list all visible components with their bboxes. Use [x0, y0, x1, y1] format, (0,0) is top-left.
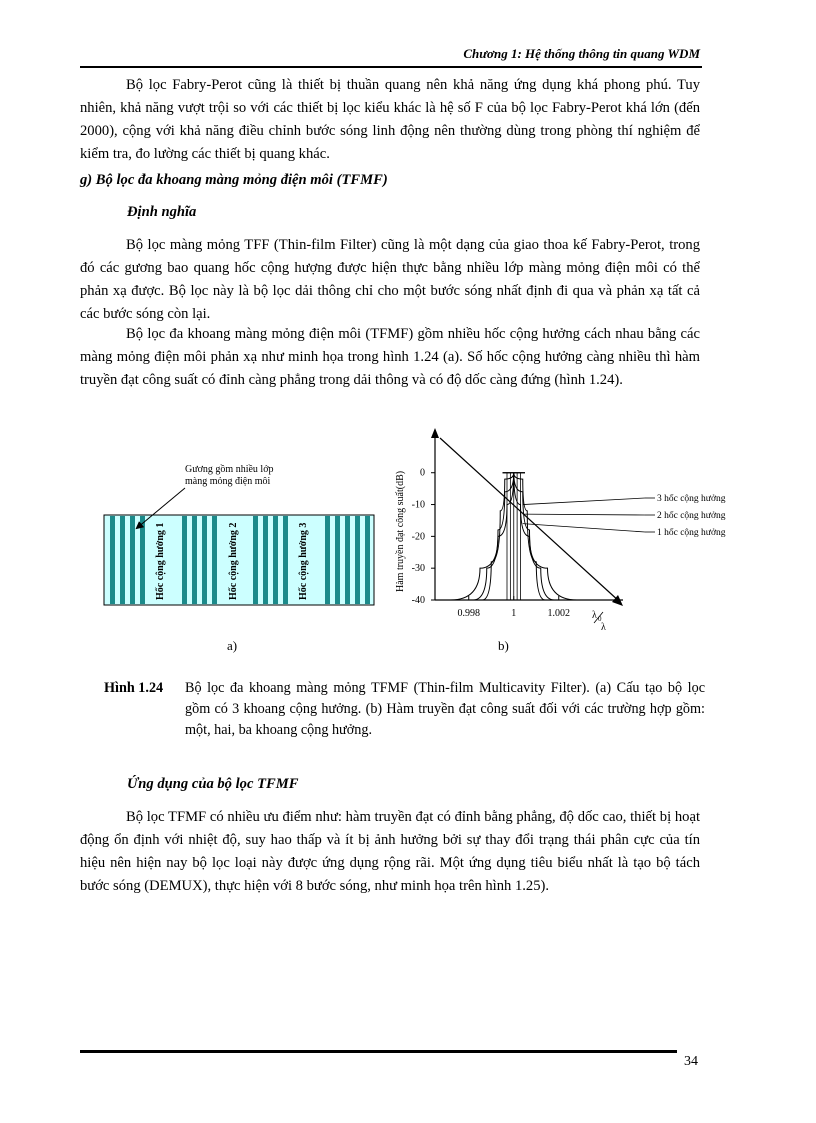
chapter-header: Chương 1: Hệ thống thông tin quang WDM — [463, 46, 700, 61]
chart-xlabel — [592, 610, 606, 633]
chart-series — [451, 473, 577, 600]
mirror-stripe — [110, 516, 115, 604]
mirror-stripe — [192, 516, 197, 604]
mirror-stripe — [263, 516, 268, 604]
mirror-stripe — [182, 516, 187, 604]
transfer-function-chart — [385, 420, 735, 640]
y-axis-arrow — [431, 428, 439, 438]
mirror-stripe — [283, 516, 288, 604]
paragraph-fabry-perot: Bộ lọc Fabry-Perot cũng là thiết bị thuần quang nên khả năng ứng dụng khá phong phú. Tuy nhiên, khả năng vượt trội so với các thiết bị lọc kiểu khác là hệ số F của bộ lọc Fabry-Perot khá lớn (đến 2000), cộng với khả năng điều chỉnh bước sóng linh động nên thường dùng trong phòng thí nghiệm để kiểm tra, đo lường các thiết bị quang khác. — [80, 77, 700, 162]
mirror-stripe — [212, 516, 217, 604]
cavity-label-2: Hốc cộng hưởng 2 — [228, 522, 239, 600]
xlabel-numerator: λ — [592, 610, 597, 621]
figure-label-b: b) — [498, 638, 509, 653]
mirror-stripe — [202, 516, 207, 604]
paragraph-tfmf-application: Bộ lọc TFMF có nhiều ưu điểm như: hàm truyền đạt có đỉnh bằng phẳng, độ dốc cao, thiết bị hoạt động ổn định với nhiệt độ, suy hao thấp và ít bị ảnh hưởng bởi sự thay đổi trạng thái phân cực của tín hiệu nên hiện nay bộ lọc loại này được ứng dụng rộng rãi. Một ứng dụng tiêu biểu nhất là tạo bộ tách bước sóng (DEMUX), thực hiện với 8 bước sóng, như minh họa trên hình 1.25). — [80, 809, 700, 894]
header-rule — [80, 66, 702, 68]
legend-leader — [523, 514, 645, 515]
xlabel-subscript: 0 — [598, 615, 602, 623]
cavity-label-1: Hốc cộng hưởng 1 — [155, 522, 166, 600]
mirror-stripe — [273, 516, 278, 604]
xlabel-denominator: λ — [601, 622, 606, 633]
filter-structure-diagram — [90, 420, 380, 620]
y-tick-label: -20 — [411, 531, 425, 543]
figure-label-a: a) — [227, 638, 238, 653]
legend-label: 3 hốc cộng hưởng — [657, 494, 726, 504]
mirror-stripe — [140, 516, 145, 604]
y-tick-label: -40 — [411, 595, 425, 606]
mirror-stripe — [345, 516, 350, 604]
x-tick-label: 0.998 — [457, 608, 480, 619]
paragraph-tff-definition: Bộ lọc màng mỏng TFF (Thin-film Filter) cũng là một dạng của giao thoa kế Fabry-Perot, trong đó các gương bao quang hốc cộng hượng được hiện thực bằng nhiều lớp màng mỏng điện môi có thể phản xạ được. Bộ lọc này là bộ lọc dải thông chỉ cho một bước sóng nhất định đi qua và phản xạ tất cả các bước sóng còn lại. — [80, 237, 700, 322]
chart-ylabel: Hàm truyền đạt công suất(dB) — [395, 470, 406, 592]
paragraph-tfmf-description: Bộ lọc đa khoang màng mỏng điện môi (TFMF) gồm nhiều hốc cộng hưởng cách nhau bằng các màng mỏng điện môi phản xạ như minh họa trong hình 1.24 (a). Số hốc cộng hưởng càng nhiều thì hàm truyền đạt công suất có đỉnh càng phẳng trong dải thông và có độ dốc càng đứng (hình 1.24). — [80, 326, 700, 388]
mirror-stripe — [253, 516, 258, 604]
subheading-application: Ứng dụng của bộ lọc TFMF — [127, 776, 299, 792]
mirror-stripe — [120, 516, 125, 604]
page-number: 34 — [684, 1054, 698, 1069]
figure-1-24 — [90, 420, 740, 660]
subheading-definition: Định nghĩa — [127, 204, 197, 220]
y-tick-label: -10 — [411, 499, 425, 511]
y-tick-label: -30 — [411, 563, 425, 575]
mirror-stripe — [335, 516, 340, 604]
legend-leader — [523, 498, 645, 505]
footer-rule — [80, 1050, 677, 1053]
caption-text: Bộ lọc đa khoang màng mỏng TFMF (Thin-film Multicavity Filter). (a) Cấu tạo bộ lọc gồm có 3 khoang cộng hưởng. (b) Hàm truyền đạt công suất đối với các trường hợp gồm: một, hai, ba khoang cộng hưởng. — [185, 680, 705, 738]
mirror-stripe — [130, 516, 135, 604]
section-heading-tfmf: g) Bộ lọc đa khoang màng mỏng điện môi (TFMF) — [80, 172, 388, 188]
legend-label: 2 hốc cộng hưởng — [657, 511, 726, 521]
x-tick-label: 1.002 — [547, 608, 570, 619]
lambda-arrow — [440, 438, 620, 602]
chart-legend — [523, 493, 726, 538]
y-tick-label: 0 — [420, 467, 425, 479]
cavity-label-3: Hốc cộng hưởng 3 — [298, 522, 309, 600]
mirror-annotation-line2: màng mỏng điện môi — [185, 476, 271, 487]
x-tick-label: 1 — [511, 608, 517, 619]
mirror-stripe — [365, 516, 370, 604]
caption-number: Hình 1.24 — [104, 680, 164, 696]
mirror-stripe — [355, 516, 360, 604]
mirror-stripe — [325, 516, 330, 604]
legend-label: 1 hốc cộng hưởng — [657, 528, 726, 538]
mirror-annotation-line1: Gương gồm nhiều lớp — [185, 464, 274, 475]
